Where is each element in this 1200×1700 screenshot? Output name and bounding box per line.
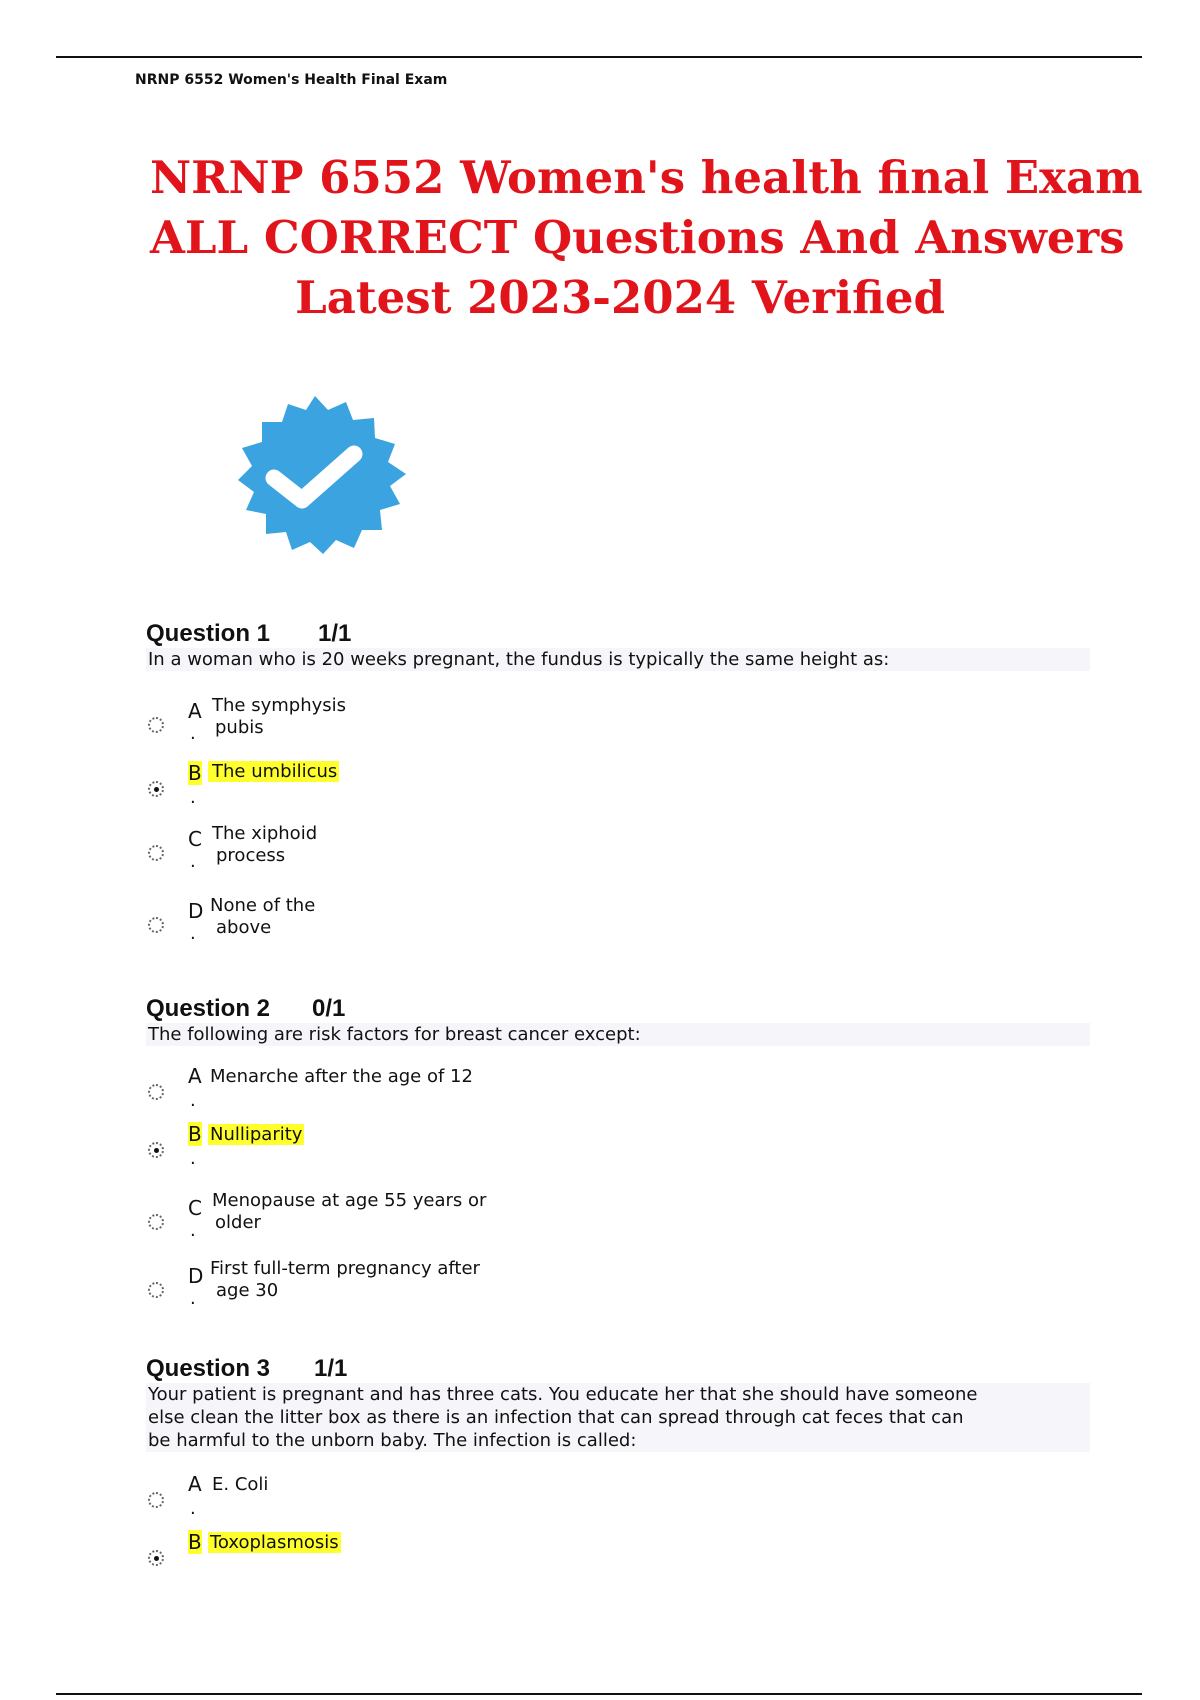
option-dot: . [190, 723, 196, 744]
selected-answer-text: Toxoplasmosis [210, 1532, 339, 1553]
option-text-line-1: The symphysis [212, 695, 347, 716]
option-dot: . [190, 1220, 196, 1241]
option-dot: . [190, 851, 196, 872]
answer-option-a[interactable] [146, 1472, 1090, 1534]
option-dot: . [190, 1148, 196, 1169]
radio-button-selected[interactable] [148, 1142, 164, 1158]
title-line-3: Latest 2023-2024 Verified [295, 271, 945, 324]
selected-answer-text: Nulliparity [210, 1124, 303, 1145]
option-letter: B [188, 761, 202, 785]
option-letter: D [188, 899, 204, 923]
radio-button[interactable] [148, 1084, 164, 1100]
question-2 [146, 995, 1090, 1322]
header-rule [56, 56, 1142, 58]
title-line-2: ALL CORRECT Questions And Answers [150, 211, 1125, 264]
option-text-line-2: process [216, 845, 286, 866]
question-label: Question 3 [146, 1355, 271, 1382]
option-text-line-2: pubis [215, 717, 264, 738]
radio-button-selected[interactable] [148, 781, 164, 797]
option-letter: B [188, 1122, 202, 1146]
option-letter: C [188, 827, 202, 851]
question-score: 1/1 [314, 1355, 348, 1382]
question-header [146, 1355, 1090, 1383]
option-dot: . [190, 787, 196, 808]
question-score: 1/1 [318, 620, 352, 647]
option-text [208, 761, 339, 783]
question-text: In a woman who is 20 weeks pregnant, the fundus is typically the same height as: [146, 648, 1090, 671]
option-text [210, 1258, 610, 1302]
question-text-line-3: be harmful to the unborn baby. The infection is called: [148, 1430, 637, 1451]
answer-option-b[interactable] [146, 1530, 1090, 1574]
option-text [208, 1532, 341, 1554]
option-text [210, 895, 550, 939]
option-text-line-1: First full-term pregnancy after [210, 1258, 480, 1279]
answer-option-a[interactable] [146, 695, 1090, 763]
option-letter: A [188, 699, 202, 723]
radio-button[interactable] [148, 1214, 164, 1230]
option-text [212, 695, 552, 739]
question-text-line-2: else clean the litter box as there is an infection that can spread through cat feces that can [148, 1407, 964, 1428]
question-3 [146, 1355, 1090, 1574]
answer-option-c[interactable] [146, 823, 1090, 899]
question-label: Question 2 [146, 995, 271, 1022]
option-text [212, 1190, 612, 1234]
verified-checkmark-icon [214, 394, 416, 554]
option-text-line-2: above [216, 917, 272, 938]
answer-option-b[interactable] [146, 1122, 1090, 1186]
option-letter: B [188, 1530, 202, 1554]
option-text [208, 1124, 304, 1146]
radio-button[interactable] [148, 917, 164, 933]
option-dot: . [190, 923, 196, 944]
question-1 [146, 620, 1090, 967]
selected-answer-text: The umbilicus [208, 761, 339, 782]
option-letter: A [188, 1472, 202, 1496]
answer-option-a[interactable] [146, 1064, 1090, 1128]
radio-button[interactable] [148, 1282, 164, 1298]
running-header: NRNP 6552 Women's Health Final Exam [135, 72, 448, 88]
answer-option-d[interactable] [146, 1254, 1090, 1322]
radio-button-selected[interactable] [148, 1550, 164, 1566]
option-text-line-1: The xiphoid [212, 823, 318, 844]
document-title [150, 148, 1143, 328]
question-header [146, 620, 1090, 648]
option-dot: . [190, 1498, 196, 1519]
question-text: The following are risk factors for breast cancer except: [146, 1023, 1090, 1046]
option-text-line-1: None of the [210, 895, 316, 916]
question-header [146, 995, 1090, 1023]
option-text-line-1: Menopause at age 55 years or [212, 1190, 487, 1211]
option-text-line-2: age 30 [216, 1280, 279, 1301]
footer-rule [56, 1693, 1142, 1695]
option-letter: A [188, 1064, 202, 1088]
answer-option-b[interactable] [146, 763, 1090, 831]
question-text [146, 1383, 1090, 1452]
question-label: Question 1 [146, 620, 271, 647]
option-dot: . [190, 1090, 196, 1111]
option-text: E. Coli [212, 1474, 269, 1495]
option-text [212, 823, 552, 867]
option-dot: . [190, 1288, 196, 1309]
question-score: 0/1 [312, 995, 346, 1022]
option-text: Menarche after the age of 12 [210, 1066, 473, 1087]
answer-option-d[interactable] [146, 895, 1090, 967]
radio-button[interactable] [148, 845, 164, 861]
option-text-line-2: older [215, 1212, 261, 1233]
question-text-line-1: Your patient is pregnant and has three cats. You educate her that she should have someone [148, 1384, 978, 1405]
radio-button[interactable] [148, 717, 164, 733]
answer-option-c[interactable] [146, 1186, 1090, 1254]
radio-button[interactable] [148, 1492, 164, 1508]
option-letter: C [188, 1196, 202, 1220]
option-letter: D [188, 1264, 204, 1288]
title-line-1: NRNP 6552 Women's health final Exam [150, 151, 1143, 204]
